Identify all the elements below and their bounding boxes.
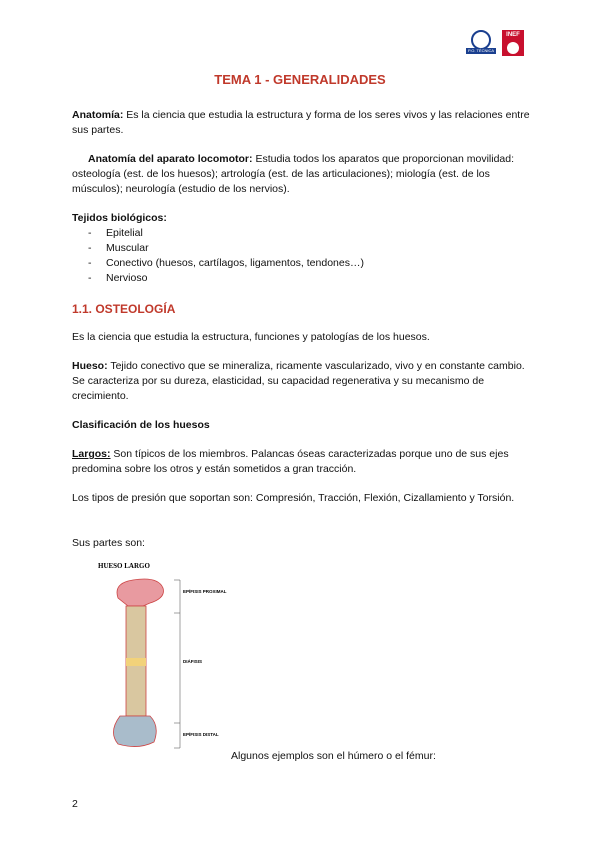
section-heading: 1.1. OSTEOLOGÍA xyxy=(72,302,176,316)
locomotor-term: Anatomía del aparato locomotor: xyxy=(88,153,253,165)
inef-logo: INEF xyxy=(502,30,524,56)
long-bone-figure xyxy=(88,558,227,758)
osteologia-definition: Es la ciencia que estudia la estructura, funciones y patologías de los huesos. xyxy=(72,331,430,343)
list-item: - Nervioso xyxy=(88,271,364,286)
locomotor-text: Estudia todos los aparatos que proporcionan movilidad: osteología (est. de los huesos); artrología (est. de las articulaciones); miología (est. de los músculos); neurología (estudio de los nervios). xyxy=(72,153,515,195)
hueso-text: Tejido conectivo que se mineraliza, ricamente vascularizado, vivo y en constante cambio. Se caracteriza por su dureza, elasticidad, su capacidad regenerativa y su mecanismo de crecimiento. xyxy=(72,360,525,402)
clasificacion-heading: Clasificación de los huesos xyxy=(72,419,210,431)
largos-paragraph xyxy=(72,447,532,477)
anatomia-paragraph xyxy=(72,108,532,138)
label-diafisis: DIÁFISIS xyxy=(183,659,203,664)
partes-label: Sus partes son: xyxy=(72,537,145,549)
hueso-term: Hueso: xyxy=(72,360,108,372)
largos-term: Largos: xyxy=(72,448,111,460)
long-bone-illustration xyxy=(88,558,227,758)
header-logos xyxy=(466,30,524,56)
largos-text: Son típicos de los miembros. Palancas óseas caracterizadas porque uno de sus ejes predomina sobre los otros y están sometidos a gran tracción. xyxy=(72,448,509,475)
label-epifisis-proximal: EPÍFISIS PROXIMAL xyxy=(183,589,227,594)
page-title: TEMA 1 - GENERALIDADES xyxy=(214,72,386,87)
locomotor-paragraph xyxy=(72,152,532,197)
anatomia-text: Es la ciencia que estudia la estructura y forma de los seres vivos y las relaciones entre sus partes. xyxy=(72,109,530,136)
list-item: - Conectivo (huesos, cartílagos, ligamentos, tendones…) xyxy=(88,256,364,271)
tejidos-heading: Tejidos biológicos: xyxy=(72,212,167,224)
list-item: - Epitelial xyxy=(88,226,364,241)
page-number: 2 xyxy=(72,798,78,810)
presion-paragraph: Los tipos de presión que soportan son: Compresión, Tracción, Flexión, Cizallamiento y Torsión. xyxy=(72,492,515,504)
list-item: - Muscular xyxy=(88,241,364,256)
figure-title: HUESO LARGO xyxy=(98,562,150,570)
figure-caption: Algunos ejemplos son el húmero o el fémur: xyxy=(231,750,436,762)
upm-logo: P.O. TÉCNICA xyxy=(466,30,496,54)
tejidos-list xyxy=(88,226,364,286)
hueso-paragraph xyxy=(72,359,532,404)
label-epifisis-distal: EPÍFISIS DISTAL xyxy=(183,732,219,737)
anatomia-term: Anatomía: xyxy=(72,109,124,121)
